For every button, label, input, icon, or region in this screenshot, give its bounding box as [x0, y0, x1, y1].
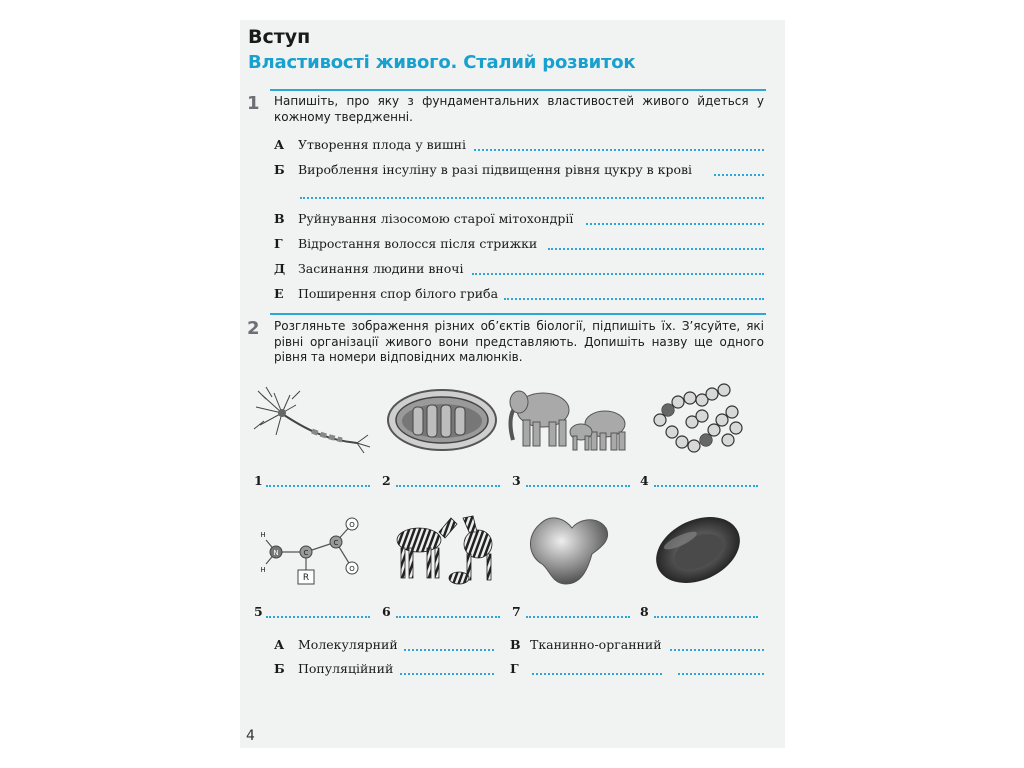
amino-acid-formula-image: [256, 508, 366, 590]
picture-2-answer-line[interactable]: [396, 485, 500, 487]
level-text: Тканинно-органний: [530, 637, 662, 652]
answer-line-e[interactable]: [504, 298, 764, 300]
answer-line-a[interactable]: [474, 149, 764, 151]
level-v-answer-line[interactable]: [670, 649, 764, 651]
level-g-answer-line[interactable]: [678, 673, 764, 675]
item-letter: Б: [274, 162, 285, 177]
page-number: 4: [246, 728, 255, 744]
task2-number: 2: [247, 318, 260, 339]
lesson-title: Властивості живого. Сталий розвиток: [248, 52, 636, 73]
answer-line-b2[interactable]: [300, 197, 764, 199]
protein-globule-image: [522, 510, 614, 590]
formula-h: H: [260, 566, 266, 574]
item-letter: А: [274, 137, 285, 152]
picture-number: 6: [382, 604, 391, 619]
task1-prompt: Напишіть, про яку з фундаментальних властивостей живого йдеться у кожному твердженні.: [274, 94, 764, 124]
red-blood-cell-image: [648, 510, 748, 590]
formula-r: R: [302, 573, 310, 583]
picture-1-answer-line[interactable]: [266, 485, 370, 487]
level-letter: Б: [274, 661, 285, 676]
elephants-image: [505, 378, 635, 458]
level-g-name-line[interactable]: [532, 673, 662, 675]
item-letter: Е: [274, 286, 284, 301]
answer-line-b1[interactable]: [714, 174, 764, 176]
task1-top-rule: [270, 89, 766, 91]
neuron-image: [252, 385, 372, 455]
picture-6-answer-line[interactable]: [396, 616, 500, 618]
workbook-page: [240, 20, 785, 748]
answer-line-g[interactable]: [548, 248, 764, 250]
level-letter: В: [510, 637, 521, 652]
item-letter: Г: [274, 236, 283, 251]
picture-8-answer-line[interactable]: [654, 616, 758, 618]
picture-number: 8: [640, 604, 649, 619]
dna-molecule-image: [648, 380, 748, 460]
picture-4-answer-line[interactable]: [654, 485, 758, 487]
mitochondrion-image: [385, 385, 500, 455]
zebras-image: [383, 510, 498, 590]
picture-7-answer-line[interactable]: [526, 616, 630, 618]
item-text: Утворення плода у вишні: [298, 137, 466, 152]
picture-3-answer-line[interactable]: [526, 485, 630, 487]
formula-o: O: [349, 521, 355, 529]
answer-line-v[interactable]: [586, 223, 764, 225]
level-a-answer-line[interactable]: [404, 649, 494, 651]
picture-number: 7: [512, 604, 521, 619]
picture-number: 2: [382, 473, 391, 488]
item-letter: Д: [274, 261, 286, 276]
task2-prompt: Розгляньте зображення різних об’єктів біології, підпишіть їх. З’ясуйте, які рівні організації живого вони представляють. Допишіть назву ще одного рівня та номери відповідних малюнків.: [274, 319, 764, 364]
answer-line-d[interactable]: [472, 273, 764, 275]
section-title: Вступ: [248, 26, 311, 48]
level-letter: Г: [510, 661, 519, 676]
task1-number: 1: [247, 93, 260, 114]
item-text: Відростання волосся після стрижки: [298, 236, 538, 251]
level-letter: А: [274, 637, 285, 652]
picture-number: 5: [254, 604, 263, 619]
item-text: Поширення спор білого гриба: [298, 286, 499, 301]
item-text: Руйнування лізосомою старої мітохондрії: [298, 211, 574, 226]
level-text: Молекулярний: [298, 637, 398, 652]
picture-number: 3: [512, 473, 521, 488]
item-text: Вироблення інсуліну в разі підвищення рівня цукру в крові: [298, 162, 693, 177]
formula-h: H: [260, 531, 266, 539]
level-b-answer-line[interactable]: [400, 673, 494, 675]
item-text: Засинання людини вночі: [298, 261, 464, 276]
formula-c: C: [303, 549, 309, 557]
task2-top-rule: [270, 313, 766, 315]
picture-5-answer-line[interactable]: [266, 616, 370, 618]
formula-n: N: [273, 549, 279, 557]
picture-number: 4: [640, 473, 649, 488]
item-letter: В: [274, 211, 285, 226]
formula-o: O: [349, 565, 355, 573]
level-text: Популяційний: [298, 661, 394, 676]
formula-c: C: [333, 539, 339, 547]
picture-number: 1: [254, 473, 263, 488]
